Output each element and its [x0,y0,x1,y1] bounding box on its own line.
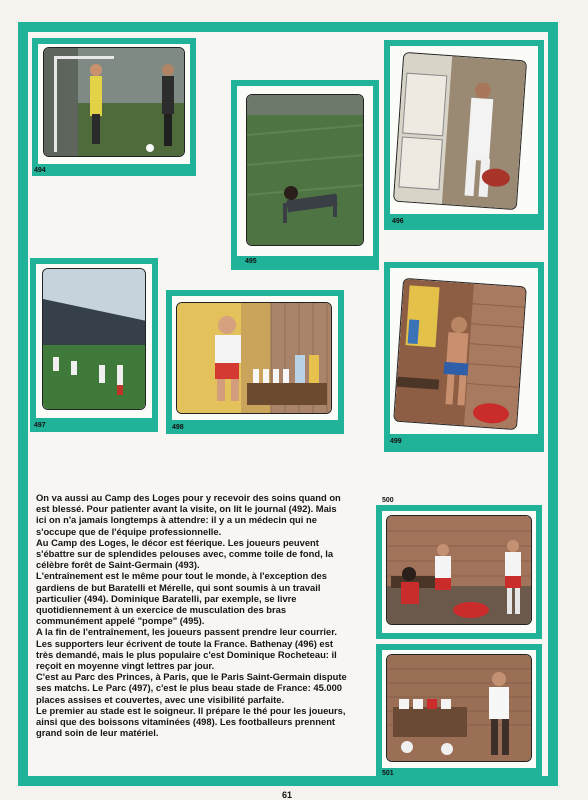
article-text [36,492,348,738]
sticker-500 [376,497,542,639]
photo-locker-room [393,278,527,430]
paragraph: C'est au Parc des Princes, à Paris, que le Paris Saint-Germain dispute ses matchs. Le Parc (497), c'est le plus beau stade de France: 45.000 places assises et couvertes, avec une visibilité parfaite. [36,671,347,705]
paragraph: L'entraînement est le même pour tout le monde, à l'exception des gardiens de but Baratelli et Mérelle, qui sont soumis à un travail particulier (494). Dominique Baratelli, par exemple, se livre quotidiennement à un exercice de musculation des bras communément appelé "pompe" (495). [36,570,327,627]
sticker-number: 501 [382,770,394,777]
sticker-498 [166,290,344,434]
sticker-494 [32,38,196,176]
paragraph: Au Camp des Loges, le décor est féerique. Les joueurs peuvent s'ébattre sur de splendides pelouses avec, comme toile de fond, la célèbre forêt de Saint-Germain (493). [36,536,334,571]
sticker-number: 495 [245,258,257,265]
photo-soigneur-preparing-drinks [176,302,332,414]
sticker-501 [376,644,542,776]
page-number: 61 [282,790,293,800]
paragraph: A la fin de l'entraînement, les joueurs passent prendre leur courrier. Les supporters leur écrivent de toute la France. Bathenay (496) est très demandé, mais le plus populaire c'est Dominique Rocheteau: il reçoit en moyenne vingt lettres par jour. [36,626,337,672]
sticker-number: 497 [34,422,46,429]
photo-pushup-exercise [246,94,364,246]
sticker-number: 498 [172,424,184,431]
sticker-number: 500 [382,497,394,504]
paragraph: On va aussi au Camp des Loges pour y recevoir des soins quand on est blessé. Pour patienter avant la visite, on lit le journal (492). Mais ici on n'a jamais longtemps à attendre: il y a un médecin qui ne s'occupe que de l'équipe professionnelle. [36,492,341,537]
sticker-number: 499 [390,438,402,445]
sticker-495 [231,80,379,270]
paragraph: Le premier au stade est le soigneur. Il prépare le thé pour les joueurs, ainsi que des boissons vitaminées (498). Les footballeurs prennent grand soin de leur matériel. [36,704,346,739]
photo-equipment-check [386,654,532,762]
photo-mail-collection [393,52,527,210]
sticker-496 [384,40,544,230]
photo-goalkeeper-training [43,47,185,157]
sticker-number: 496 [392,218,404,225]
photo-parc-des-princes [42,268,146,410]
sticker-number: 494 [34,167,46,174]
sticker-497 [30,258,158,432]
sticker-499 [384,262,544,452]
photo-team-dressing-room [386,515,532,625]
